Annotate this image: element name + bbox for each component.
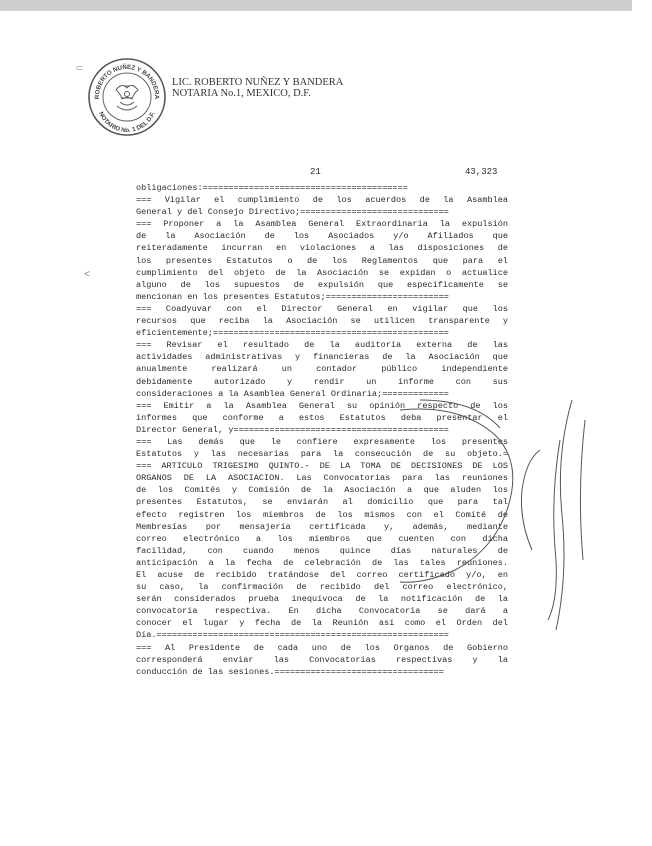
text-line: === ARTICULO TRIGESIMO QUINTO.- DE LA TOMA DE DECISIONES DE LOS: [136, 461, 508, 472]
text-line: su caso, la confirmación de recibido del correo electrónico,: [136, 582, 508, 593]
svg-text:NOTARIO No. 1 DEL D.F.: [97, 111, 157, 134]
text-line: mencionan en los presentes Estatutos;========================: [136, 291, 449, 302]
text-line: === Emitir a la Asamblea General su opinión respecto de los: [136, 400, 508, 411]
handwritten-signature-icon: [390, 380, 590, 630]
text-line: Director General, y==========================================: [136, 424, 449, 435]
text-line: efecto registren los miembros de los mismos con el Comité de: [136, 509, 508, 520]
text-line: reiteradamente incurran en violaciones a las disposiciones de: [136, 243, 508, 254]
text-line: de la Asociación de los Asociados y/o Afiliados que: [136, 231, 508, 242]
text-line: === Vigilar el cumplimiento de los acuerdos de la Asamblea: [136, 195, 508, 206]
text-line: === Proponer a la Asamblea General Extraordinaria la expulsión: [136, 219, 508, 230]
text-line: eficientemente;==============================================: [136, 328, 449, 339]
text-line: de los Comités y Comisión de la Asociación a que aluden los: [136, 485, 508, 496]
text-line: anualmente realizará un contador público independiente: [136, 364, 508, 375]
text-line: actividades administrativas y financieras de la Asociación que: [136, 352, 508, 363]
notary-name: LIC. ROBERTO NUÑEZ Y BANDERA: [172, 77, 344, 88]
notary-office: NOTARIA No.1, MEXICO, D.F.: [172, 88, 311, 99]
text-line: serán considerados prueba inequívoca de la notificación de la: [136, 594, 508, 605]
scan-top-bar: [0, 0, 632, 11]
page-number: 21: [310, 167, 321, 177]
text-line: cumplimiento del objeto de la Asociación se expidan o actualice: [136, 267, 508, 278]
text-line: General y del Consejo Directivo;=============================: [136, 207, 449, 218]
text-line: === Las demás que le confiere expresamente los presentes: [136, 436, 508, 447]
text-line: conocer el lugar y fecha de la Reunión así como el Orden del: [136, 618, 508, 629]
text-line: Día.=========================================================: [136, 630, 449, 641]
scan-mark: ⸦: [74, 64, 85, 76]
text-line: presentes Estatutos, se enviarán al domicilio que para tal: [136, 497, 508, 508]
text-line: convocatoria respectiva. En dicha Convocatoria se dará a: [136, 606, 508, 617]
text-line: corresponderá enviar las Convocatorias respectivas y la: [136, 654, 508, 665]
text-line: alguno de los supuestos de expulsión que específicamente se: [136, 279, 508, 290]
text-line: === Al Presidente de cada uno de los Organos de Gobierno: [136, 642, 508, 653]
text-line: conducción de las sesiones.=================================: [136, 666, 444, 677]
text-line: Estatutos y las necesarias para la consecución de su objeto.=: [136, 449, 508, 460]
svg-text:ROBERTO NUÑEZ Y BANDERA: [94, 64, 160, 100]
notary-header: [172, 77, 343, 99]
text-line: obligaciones:========================================: [136, 183, 408, 193]
text-line: === Coadyuvar con el Director General en vigilar que los: [136, 303, 508, 314]
text-line: === Revisar el resultado de la auditoría externa de las: [136, 340, 508, 351]
text-line: ORGANOS DE LA ASOCIACION. Las Convocatorias para las reuniones: [136, 473, 508, 484]
text-line: correo electrónico a los miembros que cuenten con dicha: [136, 533, 508, 544]
eagle-emblem-icon: [116, 85, 138, 110]
text-line: recursos que reciba la Asociación se utilicen transparente y: [136, 316, 508, 327]
text-line: facilidad, con cuando menos quince días naturales de: [136, 545, 508, 556]
notary-seal-icon: [86, 56, 168, 138]
scan-mark: <: [84, 270, 91, 281]
seal-ring-top: ROBERTO NUÑEZ Y BANDERA: [93, 63, 161, 100]
text-line: Membresías por mensajería certificada y, además, mediante: [136, 521, 508, 532]
text-line: anticipación a la fecha de celebración de las tales reuniones.: [136, 557, 508, 568]
text-line: consideraciones a la Asamblea General Ordinaria;=============: [136, 388, 449, 399]
text-line: debidamente autorizado y rendir un informe con sus: [136, 376, 508, 387]
text-line: informes que conforme a estos Estatutos deba presentar el: [136, 412, 508, 423]
text-line: los presentes Estatutos o de los Reglamentos que para el: [136, 255, 508, 266]
folio-number: 43,323: [465, 167, 498, 177]
seal-ring-bottom: NOTARIO No. 1 DEL D.F.: [97, 110, 157, 135]
text-line: El acuse de recibido tratándose del correo certificado y/o, en: [136, 570, 508, 580]
